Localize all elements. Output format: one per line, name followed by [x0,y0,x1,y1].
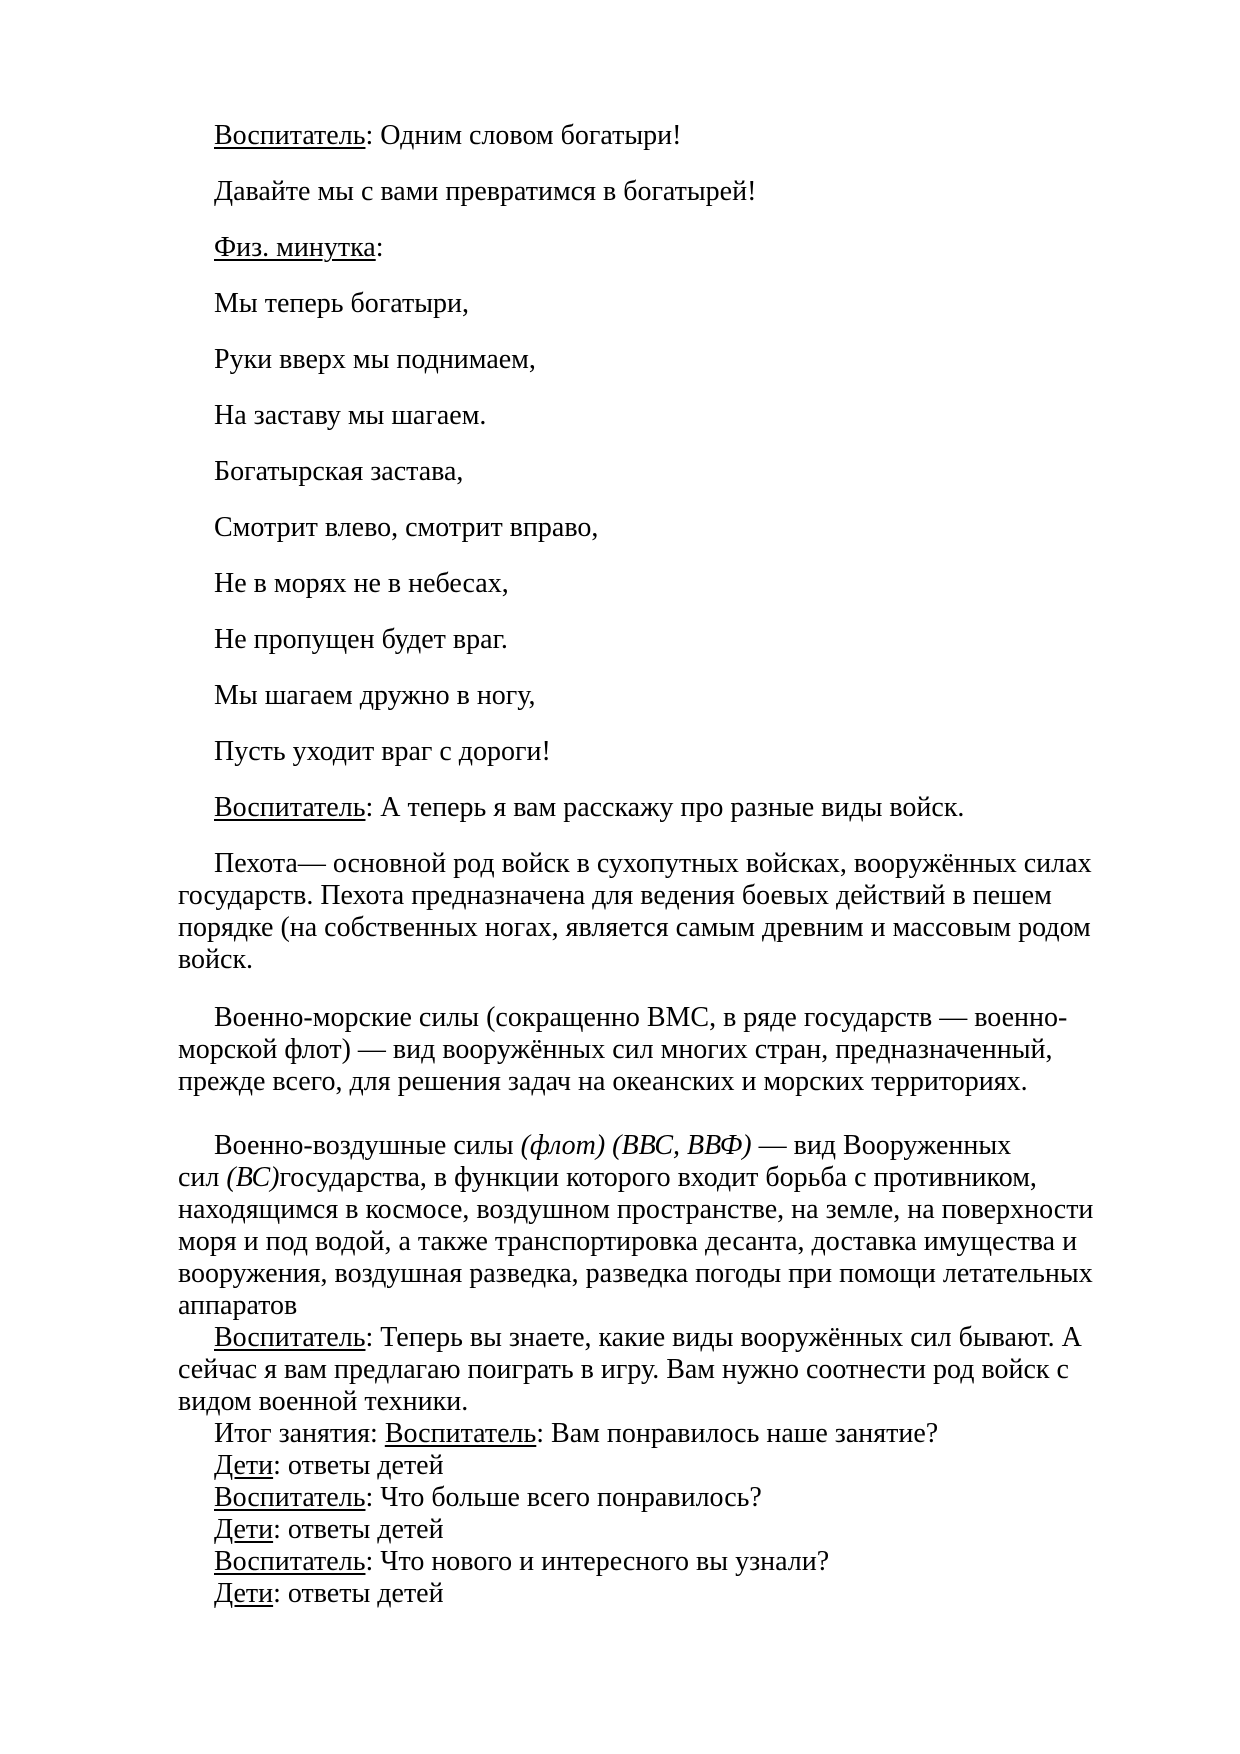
poem-line: Пусть уходит враг с дороги! [214,736,551,767]
poem-line: На заставу мы шагаем. [214,400,487,431]
infantry-line: Пехота— основной род войск в сухопутных войсках, вооружённых силах [214,848,1092,879]
infantry-line: войск. [178,944,254,975]
infantry-line: порядке (на собственных ногах, является самым древним и массовым родом [178,912,1091,943]
airforce-line: находящимся в космосе, воздушном пространстве, на земле, на поверхности [178,1194,1094,1225]
speaker-teacher: Воспитатель [214,1546,366,1577]
summary-line: Итог занятия: Воспитатель: Вам понравилось наше занятие? [214,1418,939,1449]
poem-line: Богатырская застава, [214,456,464,487]
speaker-children: Дети [214,1450,274,1481]
answer-line: Дети: ответы детей [214,1514,444,1545]
answer-line: Дети: ответы детей [214,1450,444,1481]
airforce-line: Военно-воздушные силы (флот) (ВВС, ВВФ) — вид Вооруженных [214,1130,1012,1161]
speaker-teacher: Воспитатель [214,1322,366,1353]
navy-line: прежде всего, для решения задач на океанских и морских территориях. [178,1066,1028,1097]
intro-line: Воспитатель: А теперь я вам расскажу про разные виды войск. [214,792,965,823]
airforce-line: моря и под водой, а также транспортировка десанта, доставка имущества и [178,1226,1078,1257]
airforce-line: сил (ВС)государства, в функции которого входит борьба с противником, [178,1162,1037,1193]
speaker-children: Дети [214,1578,274,1609]
game-line: Воспитатель: Теперь вы знаете, какие виды вооружённых сил бывают. А [214,1322,1082,1353]
speaker-teacher: Воспитатель [214,1482,366,1513]
speaker-teacher: Воспитатель [214,120,366,151]
poem-line: Не пропущен будет враг. [214,624,508,655]
speaker-teacher: Воспитатель [384,1418,537,1449]
poem-line: Смотрит влево, смотрит вправо, [214,512,599,543]
opening-line-1: Воспитатель: Одним словом богатыри! [214,120,682,151]
game-line: сейчас я вам предлагаю поиграть в игру. Вам нужно соотнести род войск с [178,1354,1069,1385]
infantry-line: государств. Пехота предназначена для ведения боевых действий в пешем [178,880,1052,911]
physminute-heading: Физ. минутка: [214,232,384,263]
airforce-line: вооружения, воздушная разведка, разведка погоды при помощи летательных [178,1258,1093,1289]
question-line: Воспитатель: Что больше всего понравилось? [214,1482,762,1513]
navy-line: Военно-морские силы (сокращенно ВМС, в ряде государств — военно- [214,1002,1068,1033]
poem-line: Руки вверх мы поднимаем, [214,344,536,375]
game-line: видом военной техники. [178,1386,469,1417]
poem-line: Мы шагаем дружно в ногу, [214,680,536,711]
poem-line: Не в морях не в небесах, [214,568,509,599]
poem-line: Мы теперь богатыри, [214,288,470,319]
opening-line-2: Давайте мы с вами превратимся в богатырей! [214,176,757,207]
speaker-children: Дети [214,1514,274,1545]
speaker-teacher: Воспитатель [214,792,366,823]
question-line: Воспитатель: Что нового и интересного вы узнали? [214,1546,830,1577]
navy-line: морской флот) — вид вооружённых сил многих стран, предназначенный, [178,1034,1053,1065]
airforce-line: аппаратов [178,1290,298,1321]
answer-line: Дети: ответы детей [214,1578,444,1609]
